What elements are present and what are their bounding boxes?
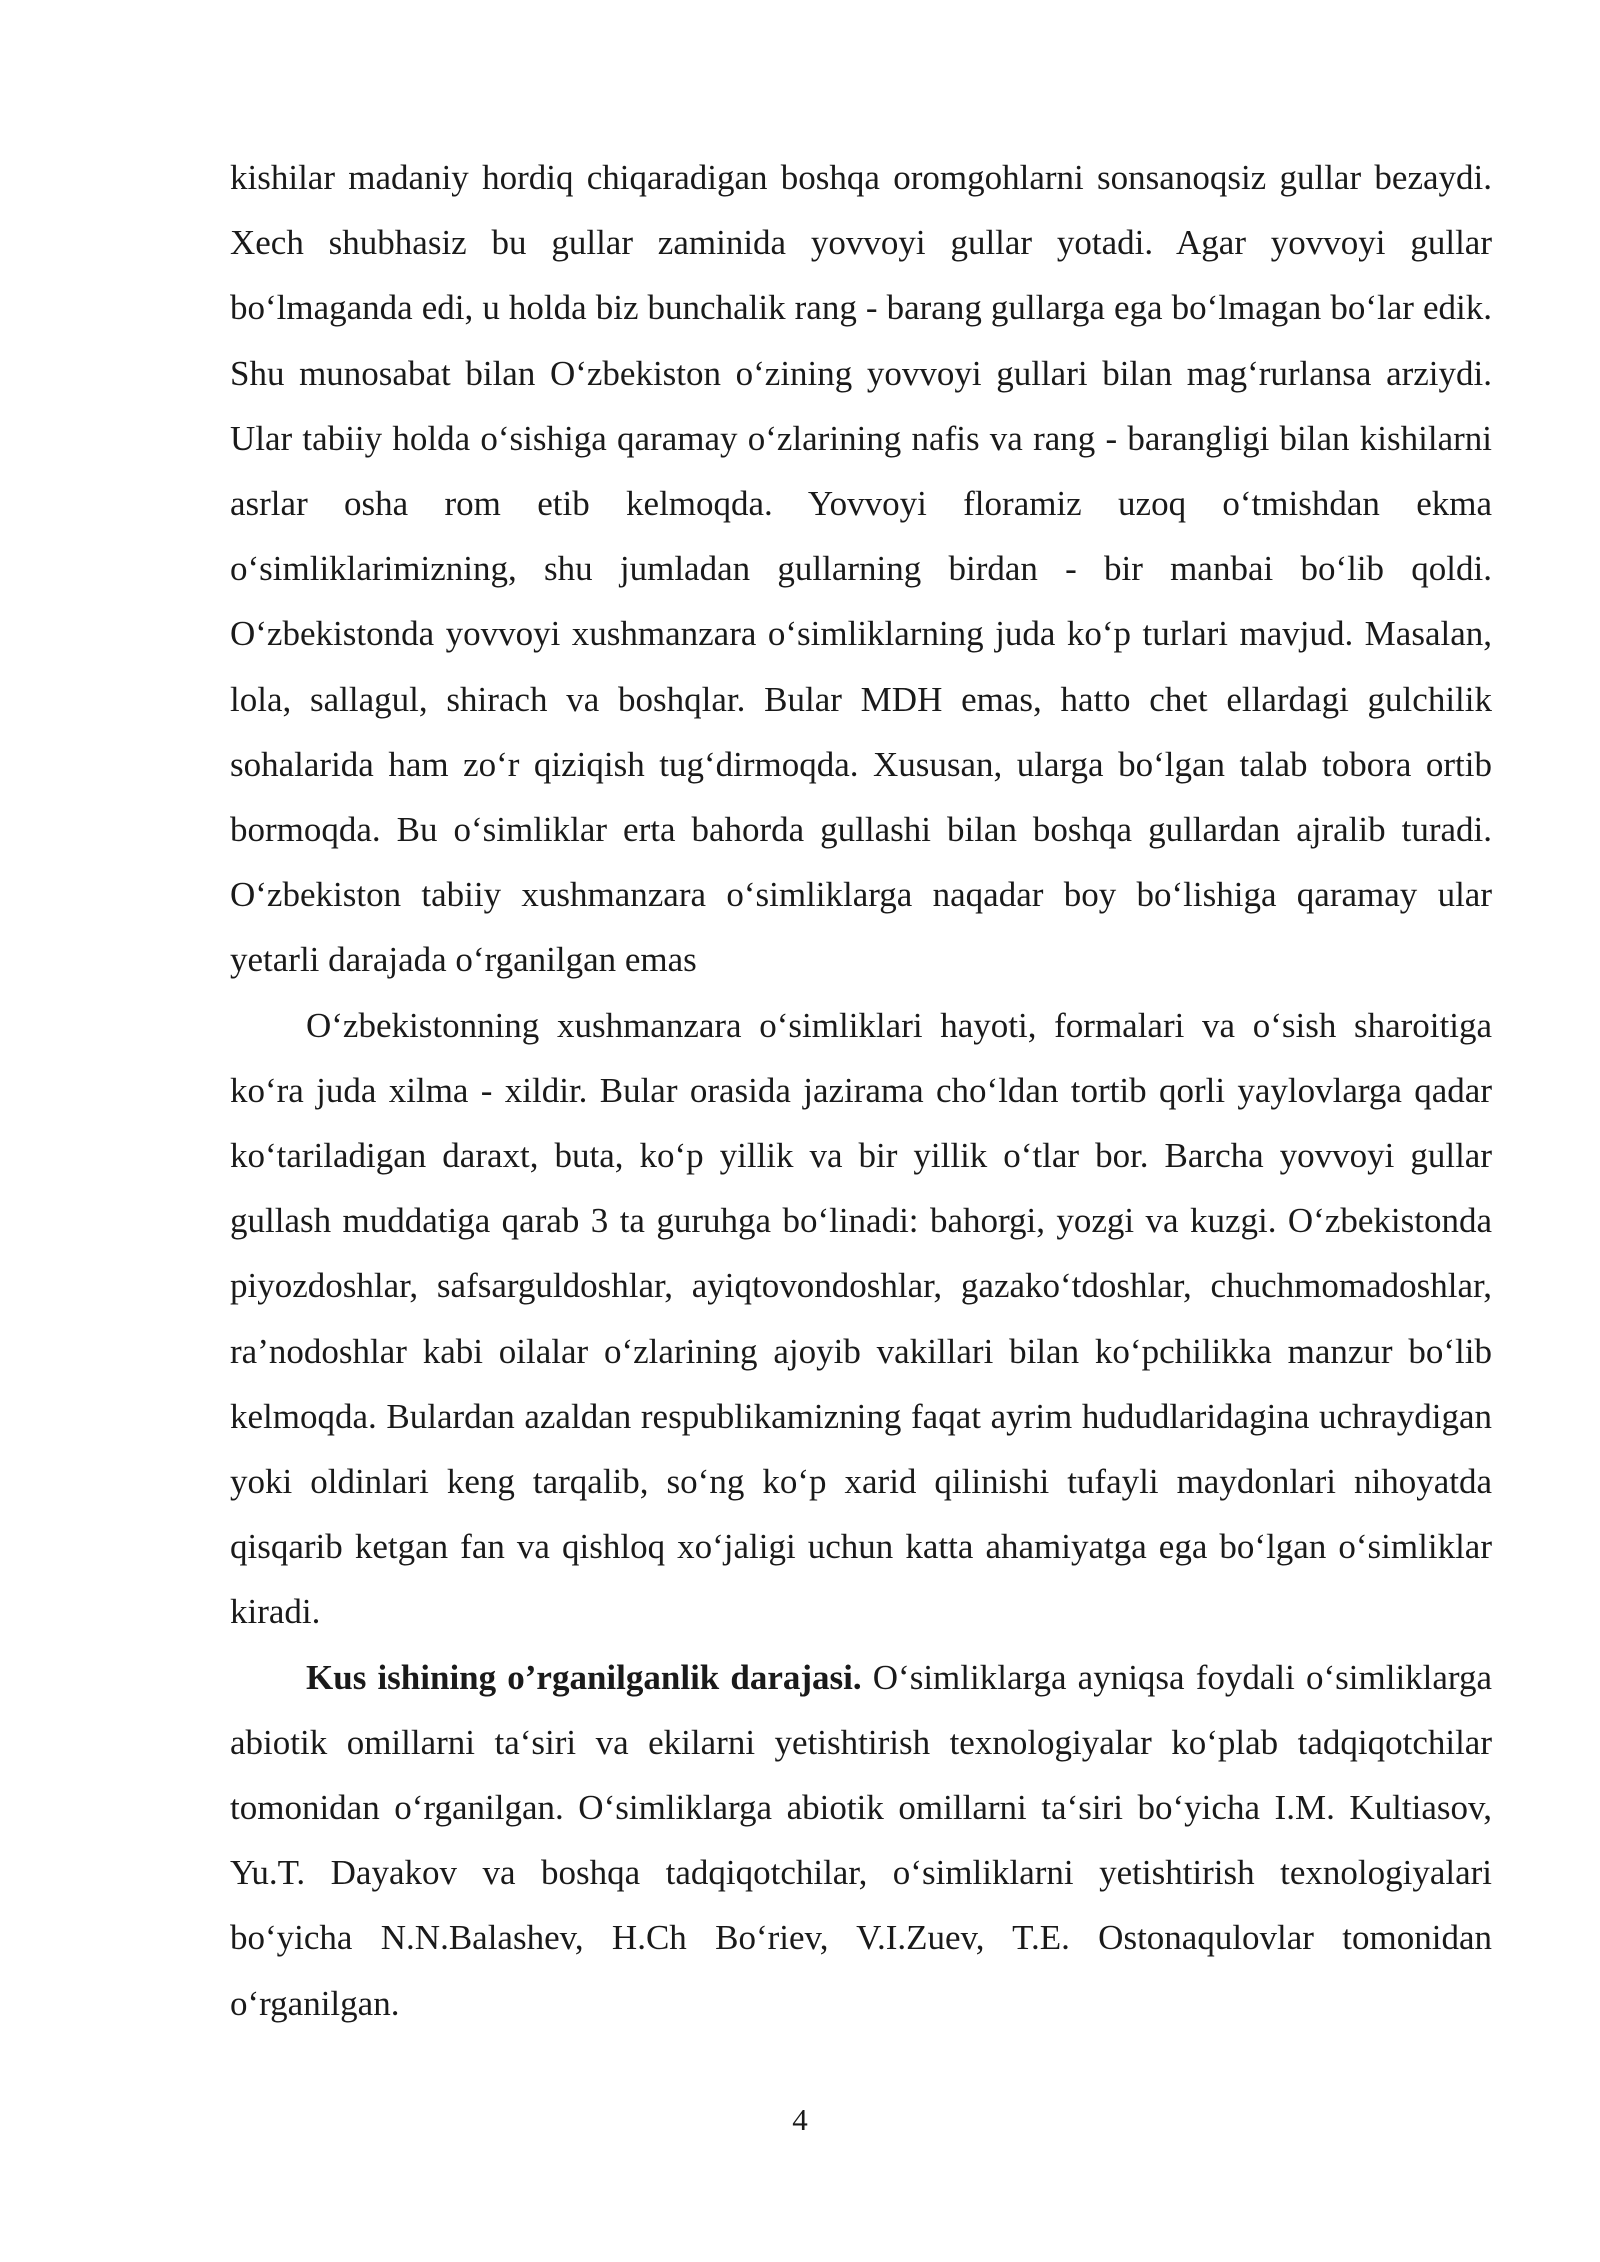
paragraph-3 bbox=[230, 1645, 1492, 2036]
section-heading-inline: Kus ishining o’rganilganlik darajasi. bbox=[306, 1657, 862, 1697]
body-text bbox=[230, 145, 1492, 2036]
paragraph-1-text: kishilar madaniy hordiq chiqaradigan boshqa oromgohlarni sonsanoqsiz gullar bezaydi. Xech shubhasiz bu gullar zaminida yovvoyi gullar yotadi. Agar yovvoyi gullar bo‘lmaganda edi, u holda biz bunchalik rang - barang gullarga ega bo‘lmagan bo‘lar edik. Shu munosabat bilan O‘zbekiston o‘zining yovvoyi gullari bilan mag‘rurlansa arziydi. Ular tabiiy holda o‘sishiga qaramay o‘zlarining nafis va rang - barangligi bilan kishilarni asrlar osha rom etib kelmoqda. Yovvoyi floramiz uzoq o‘tmishdan ekma o‘simliklarimizning, shu jumladan gullarning birdan - bir manbai bo‘lib qoldi. O‘zbekistonda yovvoyi xushmanzara o‘simliklarning juda ko‘p turlari mavjud. Masalan, lola, sallagul, shirach va boshqlar. Bular MDH emas, hatto chet ellardagi gulchilik sohalarida ham zo‘r qiziqish tug‘dirmoqda. Xususan, ularga bo‘lgan talab tobora ortib bormoqda. Bu o‘simliklar erta bahorda gullashi bilan boshqa gullardan ajralib turadi. O‘zbekiston tabiiy xushmanzara o‘simliklarga naqadar boy bo‘lishiga qaramay ular yetarli darajada o‘rganilgan emas bbox=[230, 158, 1492, 980]
page-number: 4 bbox=[792, 2102, 808, 2137]
paragraph-2-text: O‘zbekistonning xushmanzara o‘simliklari hayoti, formalari va o‘sish sharoitiga ko‘ra juda xilma - xildir. Bular orasida jazirama cho‘ldan tortib qorli yaylovlarga qadar ko‘tariladigan daraxt, buta, ko‘p yillik va bir yillik o‘tlar bor. Barcha yovvoyi gullar gullash muddatiga qarab 3 ta guruhga bo‘linadi: bahorgi, yozgi va kuzgi. O‘zbekistonda piyozdoshlar, safsarguldoshlar, ayiqtovondoshlar, gazako‘tdoshlar, chuchmomadoshlar, ra’nodoshlar kabi oilalar o‘zlarining ajoyib vakillari bilan ko‘pchilikka manzur bo‘lib kelmoqda. Bulardan azaldan respublikamizning faqat ayrim hududlaridagina uchraydigan yoki oldinlari keng tarqalib, so‘ng ko‘p xarid qilinishi tufayli maydonlari nihoyatda qisqarib ketgan fan va qishloq xo‘jaligi uchun katta ahamiyatga ega bo‘lgan o‘simliklar kiradi. bbox=[230, 1005, 1492, 1632]
paragraph-2 bbox=[230, 993, 1492, 1645]
paragraph-3-text: O‘simliklarga ayniqsa foydali o‘simliklarga abiotik omillarni ta‘siri va ekilarni yetishtirish texnologiyalar ko‘plab tadqiqotchilar tomonidan o‘rganilgan. O‘simliklarga abiotik omillarni ta‘siri bo‘yicha I.M. Kultiasov, Yu.T. Dayakov va boshqa tadqiqotchilar, o‘simliklarni yetishtirish texnologiyalari bo‘yicha N.N.Balashev, H.Ch Bo‘riev, V.I.Zuev, T.E. Ostonaqulovlar tomonidan o‘rganilgan. bbox=[230, 1657, 1492, 2023]
paragraph-1 bbox=[230, 145, 1492, 993]
